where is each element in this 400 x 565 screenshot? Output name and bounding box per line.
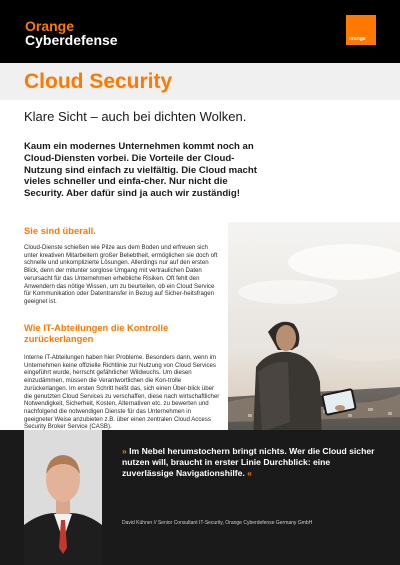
quote-author: David Kühner // Senior Consultant IT-Security, Orange Cyberdefense Germany GmbH: [122, 520, 313, 526]
quote-close-mark: «: [247, 467, 252, 478]
page-title: Cloud Security: [24, 70, 173, 93]
orange-logo-text: orange: [349, 36, 366, 42]
brand-name-line1: Orange: [25, 18, 75, 34]
author-portrait: [24, 430, 102, 565]
quote-open-mark: »: [122, 446, 127, 456]
section-body-2: Interne IT-Abteilungen haben hier Probleme. Besonders dann, wenn im Unternehmen keine offizielle Richtlinie zur Nutzung von Cloud Services eingeführt wurde, herrscht gefährlicher Wildwuchs. Um diesen einzudämmen, müssen die Verantwortlichen die Kon-trolle zurückerlangen. Im ersten Schritt heißt das, sich einen Über-blick über die genutzten Cloud Services zu verschaffen, diese nach wirtschaftlicher Notwendigkeit, Sicherheit, Kosten, Alternativen etc. zu bewerten und nachfolgend die notwendigen Dienste für das Unternehmen in geeigneter Weise anzubieten z.B. über einen zentralen Cloud Access Security Broker Service (CASB).: [24, 354, 220, 431]
quote-text: [122, 446, 380, 478]
section-heading-1: Sie sind überall.: [24, 225, 96, 236]
lead-paragraph: Kaum ein modernes Unternehmen kommt noch an Cloud-Diensten vorbei. Die Vorteile der Cloud-Nutzung sind einfach zu vielfältig. Die Cloud macht vieles schneller und einfa-cher. Nur nicht die Security. Aber dafür sind ja auch wir zuständig!: [24, 141, 257, 200]
orange-logo: [346, 15, 376, 45]
section-body-1: Cloud-Dienste schießen wie Pilze aus dem Boden und erfreuen sich unter kreativen Mitarbeitern großer Beliebtheit, ermöglichen sie doch oft schnelle und unkomplizierte Lösungen. Allerdings nur auf den ersten Blick, denn der mitunter sorglose Umgang mit vertraulichen Daten verursacht für das Unternehmen erhebliche Risiken. Oft fehlt den Anwendern das nötige Wissen, um zu beurteilen, ob ein Cloud Service für Kommunikation oder Datentransfer in Bezug auf Sicher-heitsfragen geeignet ist.: [24, 244, 218, 305]
quote-body: Im Nebel herumstochern bringt nichts. Wer die Cloud sicher nutzen will, braucht in erster Linie Durchblick: eine zuverlässige Navigationshilfe.: [122, 446, 375, 478]
section-heading-2: Wie IT-Abteilungen die Kontrolle zurückerlangen: [24, 322, 169, 344]
subtitle: Klare Sicht – auch bei dichten Wolken.: [24, 109, 247, 124]
brand-name-line2: Cyberdefense: [25, 32, 118, 48]
header: [0, 0, 400, 63]
